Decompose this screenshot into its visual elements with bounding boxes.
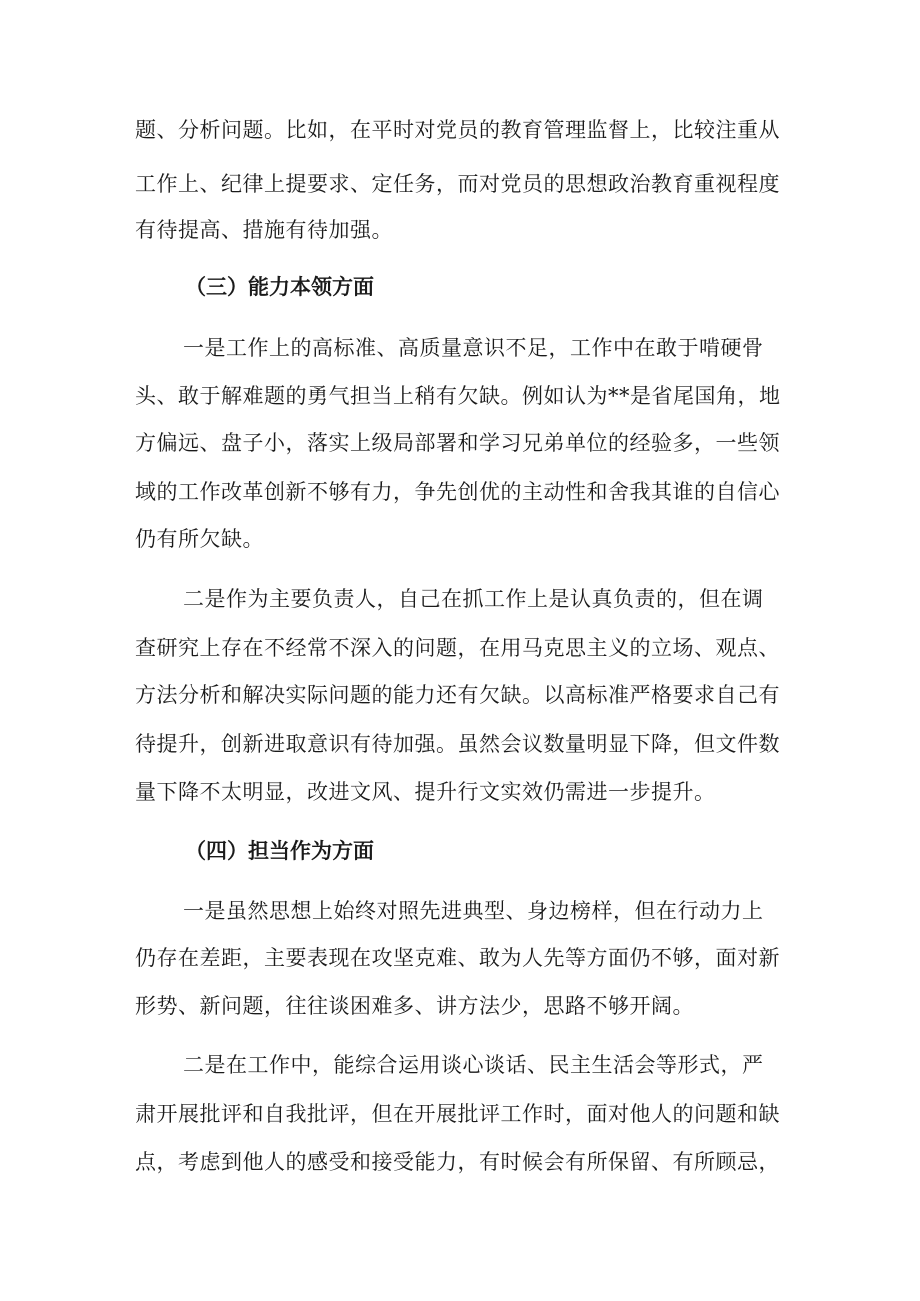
intro-line-3: 有待提高、措施有待加强。 [135, 218, 393, 242]
s3-p2-line-2: 查研究上存在不经常不深入的问题，在用马克思主义的立场、观点、 [135, 636, 780, 660]
s4-p1-line-3: 形势、新问题，往往谈困难多、讲方法少，思路不够开阔。 [135, 994, 694, 1018]
s3-p2-line-3: 方法分析和解决实际问题的能力还有欠缺。以高标准严格要求自己有 [135, 683, 780, 707]
s3-p2-line-5: 量下降不太明显，改进文风、提升行文实效仍需进一步提升。 [135, 780, 716, 804]
section-4-heading: （四）担当作为方面 [185, 839, 374, 863]
intro-line-2: 工作上、纪律上提要求、定任务，而对党员的思想政治教育重视程度 [135, 172, 780, 196]
s4-p2-line-1: 二是在工作中，能综合运用谈心谈话、民主生活会等形式，严 [183, 1053, 764, 1077]
s3-p2-line-4: 待提升，创新进取意识有待加强。虽然会议数量明显下降，但文件数 [135, 732, 780, 756]
s3-p1-line-2: 头、敢于解难题的勇气担当上稍有欠缺。例如认为**是省尾国角，地 [135, 384, 781, 408]
s4-p1-line-2: 仍存在差距，主要表现在攻坚克难、敢为人先等方面仍不够，面对新 [135, 946, 780, 970]
s3-p1-line-1: 一是工作上的高标准、高质量意识不足，工作中在敢于啃硬骨 [183, 336, 764, 360]
s4-p1-line-1: 一是虽然思想上始终对照先进典型、身边榜样，但在行动力上 [183, 899, 764, 923]
s3-p2-line-1: 二是作为主要负责人，自己在抓工作上是认真负责的，但在调 [183, 587, 764, 611]
s3-p1-line-4: 域的工作改革创新不够有力，争先创优的主动性和舍我其谁的自信心 [135, 480, 780, 504]
s4-p2-line-2: 肃开展批评和自我批评，但在开展批评工作时，面对他人的问题和缺 [135, 1102, 780, 1126]
s3-p1-line-3: 方偏远、盘子小，落实上级局部署和学习兄弟单位的经验多，一些领 [135, 431, 780, 455]
s4-p2-line-3: 点，考虑到他人的感受和接受能力，有时候会有所保留、有所顾忌， [135, 1150, 780, 1174]
intro-line-1: 题、分析问题。比如，在平时对党员的教育管理监督上，比较注重从 [135, 118, 780, 142]
s3-p1-line-5: 仍有所欠缺。 [135, 527, 264, 551]
section-3-heading: （三）能力本领方面 [185, 275, 374, 299]
